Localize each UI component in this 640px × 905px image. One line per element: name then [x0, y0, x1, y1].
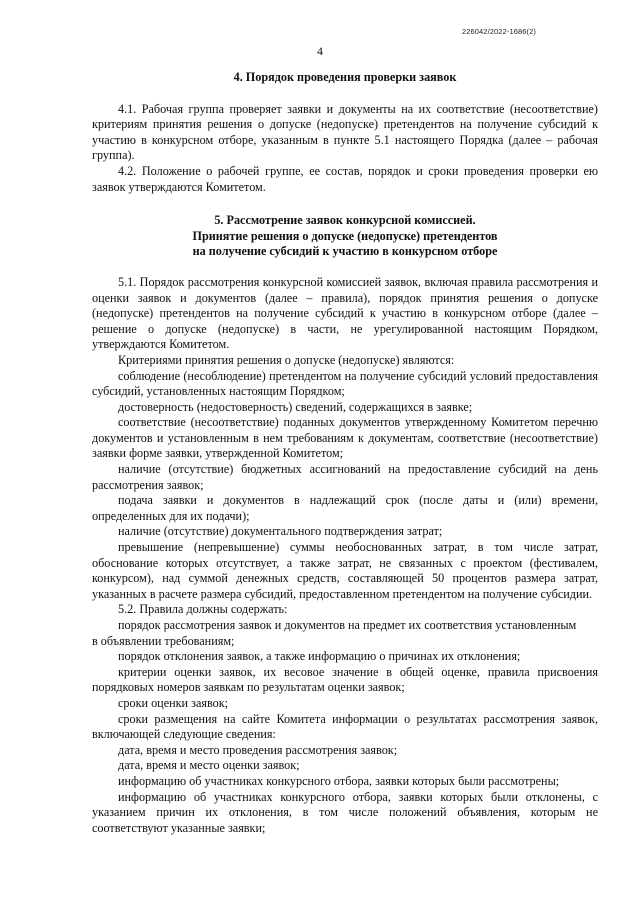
section-5-title-line-3: на получение субсидий к участию в конкурсном отборе: [192, 244, 498, 259]
rule-item: порядок рассмотрения заявок и документов на предмет их соответствия установленным: [118, 618, 577, 632]
document-body: [92, 70, 598, 836]
criterion-item: соблюдение (несоблюдение) претендентом на получение субсидий условий предоставления субсидий, установленных настоящим Порядком;: [92, 368, 598, 399]
paragraph-4-1: 4.1. Рабочая группа проверяет заявки и документы на их соответствие (несоответствие) критериям принятия решения о допуске (недопуске) претендентов на получение субсидий к участию в конкурсном отборе, указанным в пункте 5.1 настоящего Порядка (далее – рабочая группа).: [92, 101, 598, 163]
criteria-intro: Критериями принятия решения о допуске (недопуске) являются:: [118, 352, 455, 367]
section-5-title-line-1: 5. Рассмотрение заявок конкурсной комиссией.: [214, 213, 476, 228]
rule-item: порядок отклонения заявок, а также информацию о причинах их отклонения;: [118, 649, 521, 664]
rule-item: дата, время и место проведения рассмотрения заявок;: [118, 742, 398, 757]
section-5-title-line-2: Принятие решения о допуске (недопуске) претендентов: [192, 228, 498, 243]
criterion-item: соответствие (несоответствие) поданных документов утвержденному Комитетом перечню документов и установленным в нем требованиям к документам, соответствие (несоответствие) заявки форме заявки, утвержденной Комитетом;: [92, 415, 598, 461]
paragraph-5-1: 5.1. Порядок рассмотрения конкурсной комиссией заявок, включая правила рассмотрения и оценки заявок и документов (далее – правила), порядок принятия решения о допуске (недопуске) претендентов на получение субсидий к участию в конкурсном отборе (далее – решение о допуске (недопуске) в части, не урегулированной настоящим Порядком, утверждаются Комитетом.: [92, 274, 598, 352]
page-number: 4: [317, 44, 323, 58]
rule-item: сроки оценки заявок;: [118, 695, 229, 710]
rule-item: информацию об участниках конкурсного отбора, заявки которых были отклонены, с указанием причин их отклонения, в том числе положений объявления, которым не соответствуют указанные заявки;: [92, 789, 598, 835]
criterion-item: превышение (непревышение) суммы необоснованных затрат, в том числе затрат, обоснование которых отсутствует, а также затрат, не связанных с проектом (фестивалем, конкурсом), над суммой денежных средств, составляющей 50 процентов размера затрат, указанных в расчете размера субсидий, предоставленном претендентом на получение субсидии.: [92, 540, 598, 601]
rule-item-continuation: в объявлении требованиям;: [92, 633, 235, 648]
rule-item: критерии оценки заявок, их весовое значение в общей оценке, правила присвоения порядковых номеров заявкам по результатам оценки заявок;: [92, 664, 598, 695]
criterion-item: наличие (отсутствие) бюджетных ассигнований на предоставление субсидий на день рассмотрения заявок;: [92, 462, 598, 492]
paragraph-4-2: 4.2. Положение о рабочей группе, ее состав, порядок и сроки проведения проверки ею заявок утверждаются Комитетом.: [92, 163, 598, 194]
section-5-title: [92, 213, 598, 260]
criterion-item: достоверность (недостоверность) сведений, содержащихся в заявке;: [118, 399, 473, 414]
rule-item: дата, время и место оценки заявок;: [118, 758, 300, 773]
rule-item: информацию об участниках конкурсного отбора, заявки которых были рассмотрены;: [118, 773, 560, 788]
section-4-title: 4. Порядок проведения проверки заявок: [233, 70, 457, 84]
rule-item: сроки размещения на сайте Комитета информации о результатах рассмотрения заявок, включающей следующие сведения:: [92, 711, 598, 742]
criterion-item: наличие (отсутствие) документального подтверждения затрат;: [118, 524, 443, 539]
criterion-item: подача заявки и документов в надлежащий срок (после даты и (или) времени, определенных для их подачи);: [92, 493, 598, 523]
paragraph-5-2: 5.2. Правила должны содержать:: [118, 602, 288, 617]
document-code: 226042/2022-1686(2): [461, 27, 536, 36]
